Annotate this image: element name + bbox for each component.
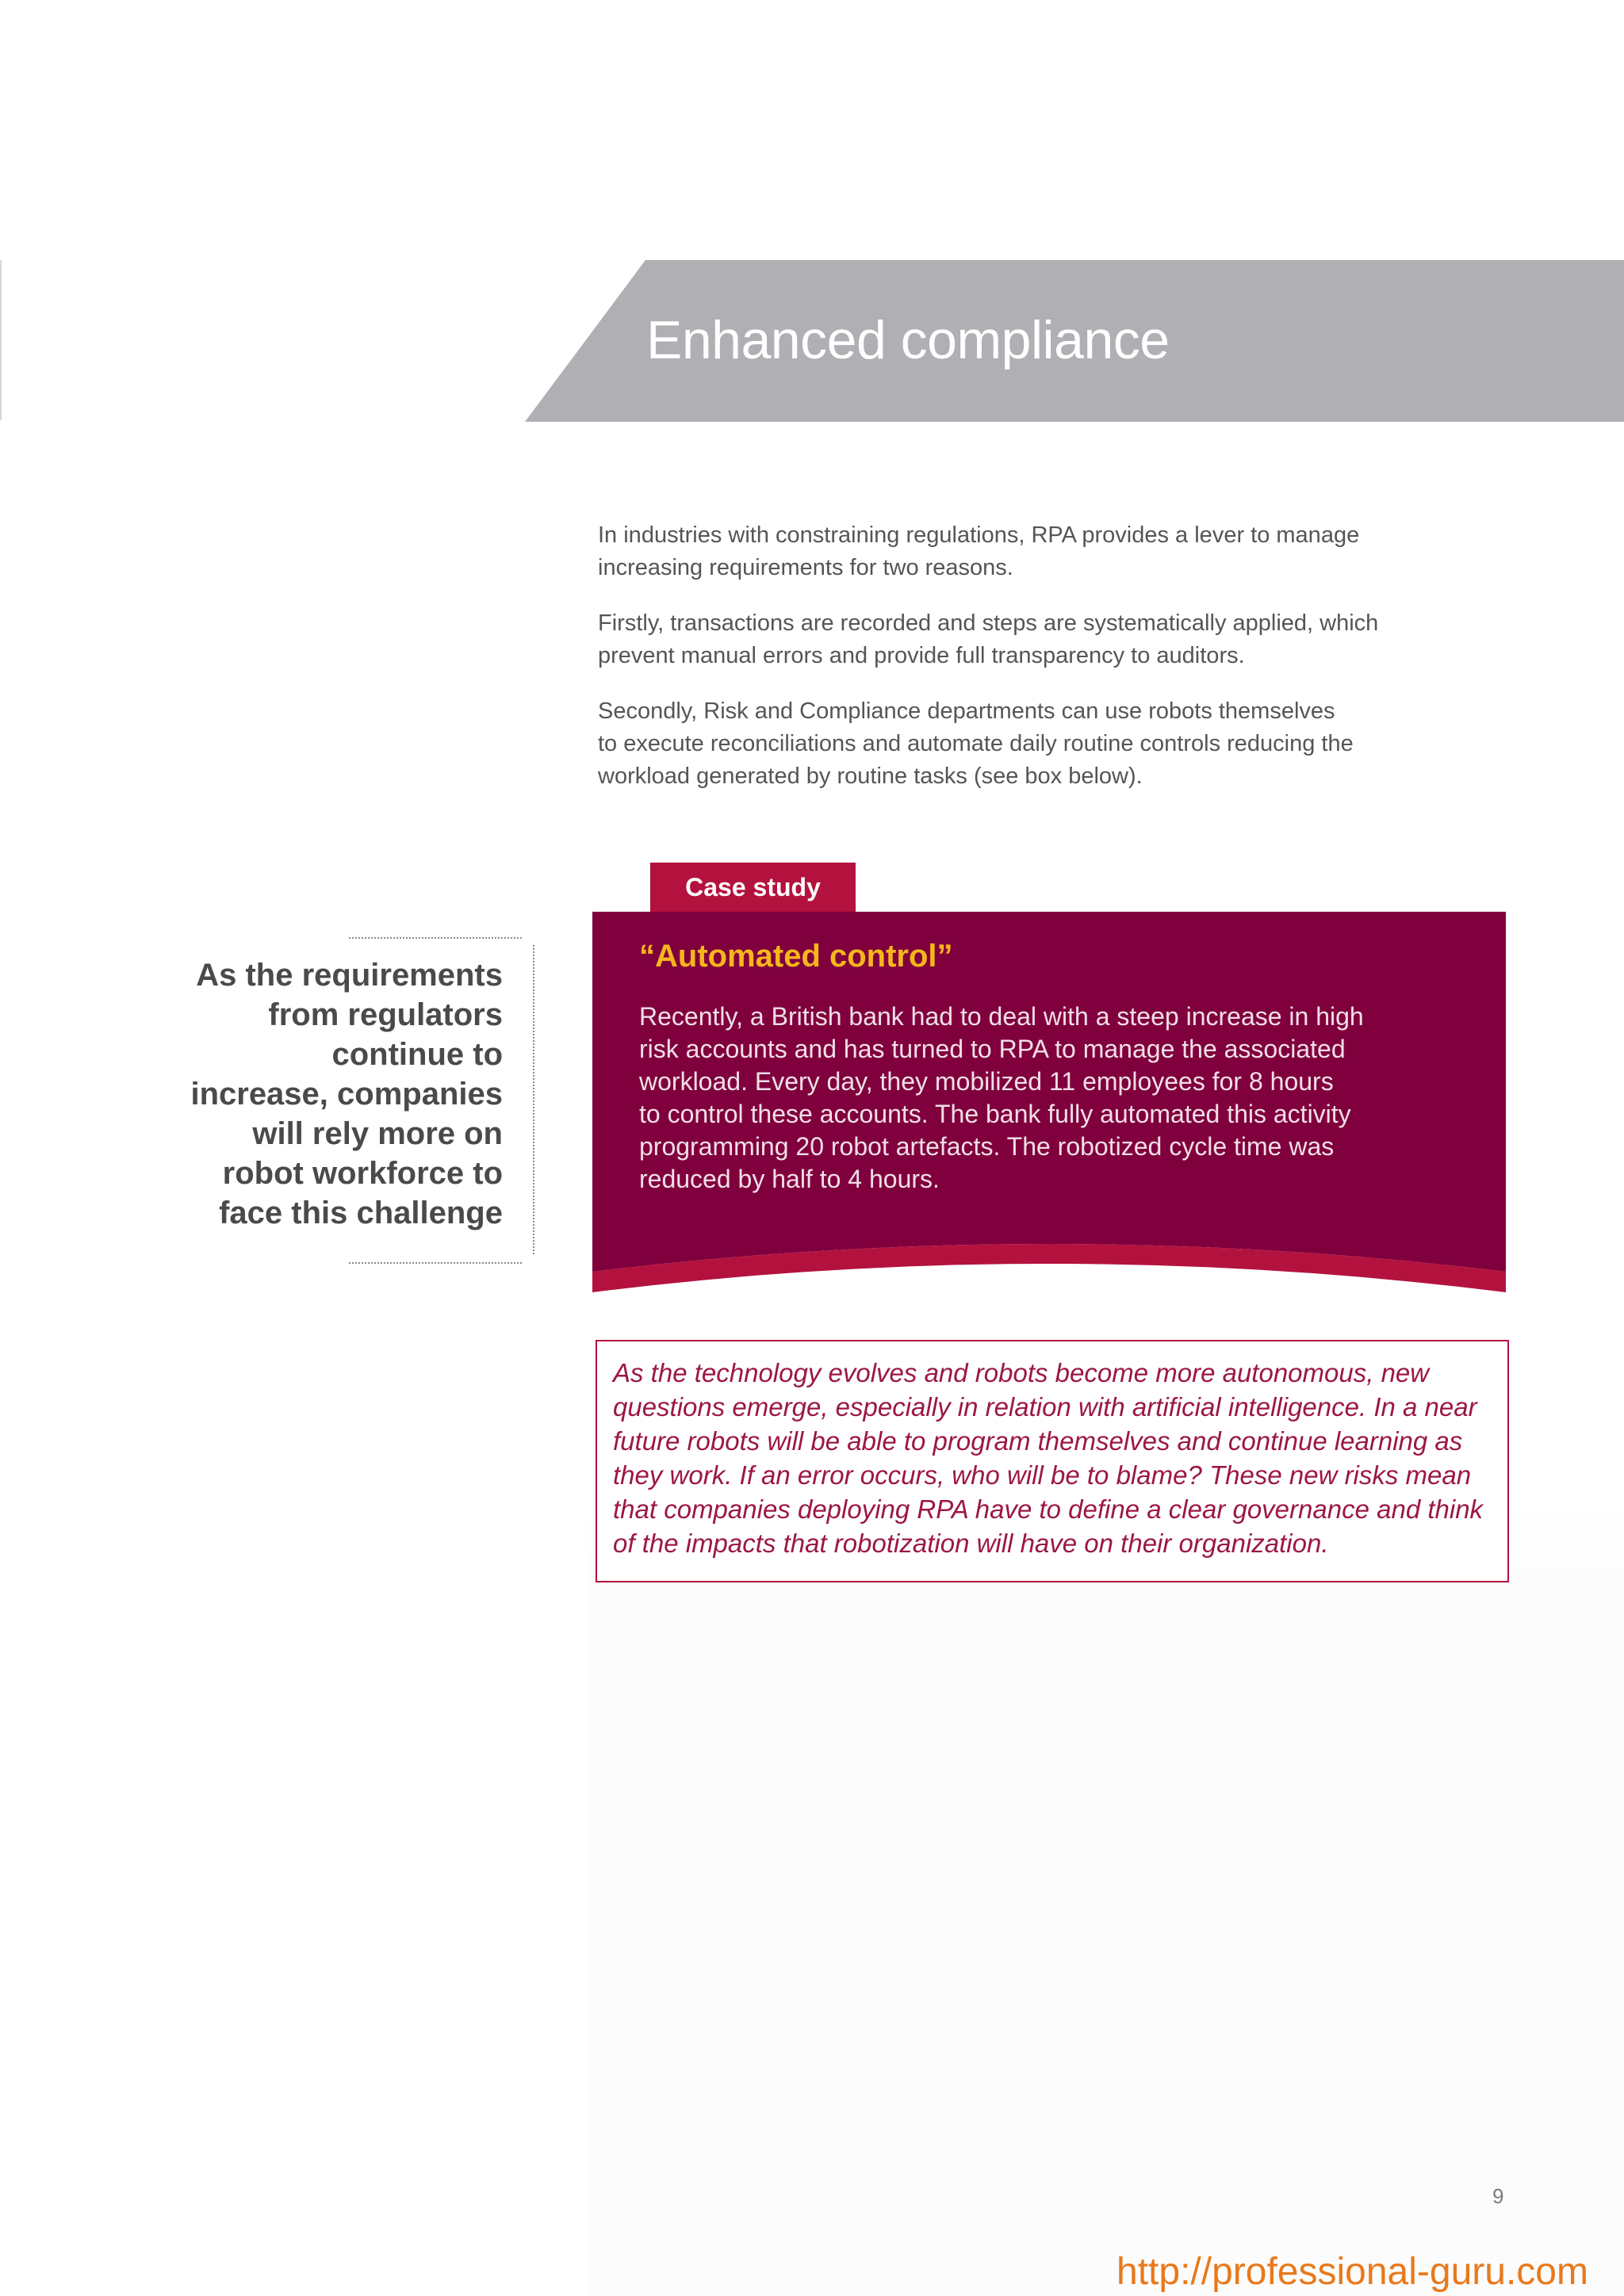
left-edge-mark	[0, 260, 2, 420]
risk-notice-box: As the technology evolves and robots become more autonomous, new questions emerge, especially in relation with artificial intelligence. In a near future robots will be able to program themselves and continue learning as they work. If an error occurs, who will be to blame? These new risks mean that companies deploying RPA have to define a clear governance and think of the impacts that robotization will have on their organization.	[596, 1340, 1509, 1582]
footer-url-link[interactable]: http://professional-guru.com	[1116, 2251, 1588, 2293]
intro-paragraph: In industries with constraining regulations, RPA provides a lever to manage increasing requirements for two reasons.	[598, 522, 1360, 580]
quote-side-rule	[533, 945, 534, 1254]
case-study-body: Recently, a British bank had to deal with a steep increase in high risk accounts and has turned to RPA to manage the associated workload. Every day, they mobilized 11 employees for 8 hours to control these accounts. The bank fully automated this activity programming 20 robot artefacts. The robotized cycle time was reduced by half to 4 hours.	[639, 1002, 1364, 1193]
case-study-title: “Automated control”	[639, 939, 953, 974]
quote-top-rule	[349, 937, 522, 939]
page-number: 9	[1492, 2184, 1504, 2208]
pull-quote: As the requirements from regulators continue to increase, companies will rely more on robot workforce to face this challenge	[190, 958, 503, 1230]
case-study-tab: Case study	[650, 863, 856, 912]
intro-paragraph: Secondly, Risk and Compliance departments can use robots themselves to execute reconciliations and automate daily routine controls reducing the workload generated by routine tasks (see box below).	[598, 698, 1354, 789]
page-title: Enhanced compliance	[646, 310, 1170, 370]
intro-paragraph: Firstly, transactions are recorded and steps are systematically applied, which prevent manual errors and provide full transparency to auditors.	[598, 610, 1379, 668]
intro-text	[598, 519, 1454, 816]
case-study-wave	[592, 1216, 1506, 1295]
quote-bottom-rule	[349, 1262, 522, 1264]
